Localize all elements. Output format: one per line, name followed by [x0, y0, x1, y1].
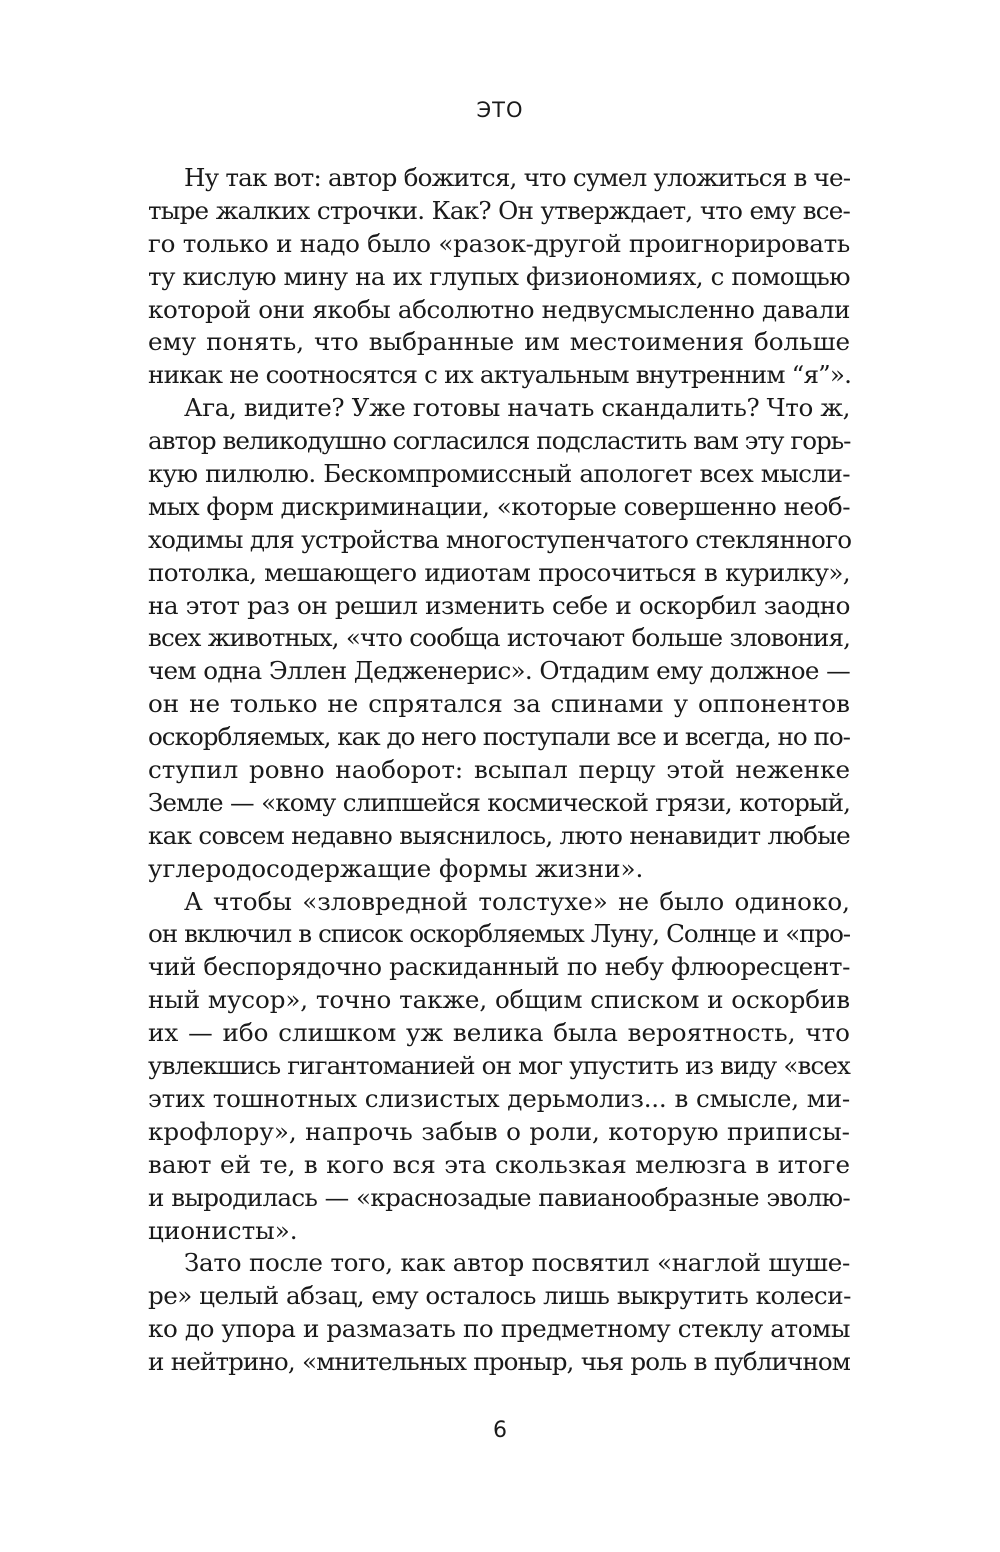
text-line: крофлору», напрочь забыв о роли, которую приписы- — [148, 1116, 850, 1146]
text-line: ко до упора и размазать по предметному стеклу атомы — [148, 1314, 850, 1344]
text-line: тыре жалких строчки. Как? Он утверждает, что ему все- — [148, 195, 850, 225]
text-line: ту кислую мину на их глупых физиономиях, с помощью — [148, 261, 850, 291]
text-line: которой они якобы абсолютно недвусмысленно давали — [148, 294, 850, 324]
text-line: и выродилась — «краснозадые павианообразные эволю- — [148, 1182, 850, 1212]
text-line: автор великодушно согласился подсластить вам эту горь- — [148, 426, 851, 456]
text-line: Ну так вот: автор божится, что сумел уложиться в че- — [184, 163, 851, 192]
text-line: Земле — «кому слипшейся космической грязи, который, — [148, 787, 850, 817]
text-line: ный мусор», точно также, общим списком и оскорбив — [148, 985, 850, 1015]
text-line: ходимы для устройства многоступенчатого стеклянного — [148, 524, 852, 554]
text-line: го только и надо было «разок-другой проигнорировать — [148, 228, 850, 258]
text-line: и нейтрино, «мнительных проныр, чья роль в публичном — [148, 1347, 850, 1377]
body-text — [148, 162, 850, 1379]
text-line: он включил в список оскорбляемых Луну, Солнце и «про- — [148, 919, 850, 949]
text-line: кую пилюлю. Бескомпромиссный апологет всех мысли- — [148, 459, 850, 489]
text-line: А чтобы «зловредной толстухе» не было одиноко, — [184, 886, 850, 916]
text-line: чий беспорядочно раскиданный по небу флюоресцент- — [148, 952, 850, 982]
running-title: ЭТО — [476, 98, 524, 122]
text-line: Зато после того, как автор посвятил «наглой шуше- — [184, 1248, 850, 1278]
text-line: углеродосодержащие формы жизни». — [148, 853, 644, 883]
text-line: этих тошнотных слизистых дерьмолиз... в смысле, ми- — [148, 1083, 850, 1113]
text-line: ступил ровно наоборот: всыпал перцу этой неженке — [148, 755, 850, 785]
text-line: Ага, видите? Уже готовы начать скандалить? Что ж, — [184, 393, 850, 423]
text-line: он не только не спрятался за спинами у оппонентов — [148, 689, 850, 719]
text-line: оскорбляемых, как до него поступали все и всегда, но по- — [148, 722, 850, 752]
text-line: чем одна Эллен Дедженерис». Отдадим ему должное — — [148, 656, 850, 686]
text-line: их — ибо слишком уж велика была вероятность, что — [148, 1018, 850, 1048]
text-line: вают ей те, в кого вся эта скользкая мелюзга в итоге — [148, 1149, 850, 1179]
text-line: как совсем недавно выяснилось, люто ненавидит любые — [148, 820, 850, 850]
text-line: на этот раз он решил изменить себе и оскорбил заодно — [148, 590, 850, 620]
text-line: никак не соотносятся с их актуальным внутренним “я”». — [148, 360, 852, 390]
text-line: всех животных, «что сообща источают больше зловония, — [148, 623, 850, 653]
page-number: 6 — [493, 1418, 507, 1443]
text-line: ему понять, что выбранные им местоимения больше — [148, 327, 850, 357]
text-line: мых форм дискриминации, «которые совершенно необ- — [148, 491, 851, 521]
text-line: ционисты». — [148, 1215, 298, 1245]
text-line: потолка, мешающего идиотам просочиться в курилку», — [148, 557, 850, 587]
text-line: увлекшись гигантоманией он мог упустить из виду «всех — [148, 1051, 850, 1081]
text-line: ре» целый абзац, ему осталось лишь выкрутить колеси- — [148, 1281, 851, 1311]
